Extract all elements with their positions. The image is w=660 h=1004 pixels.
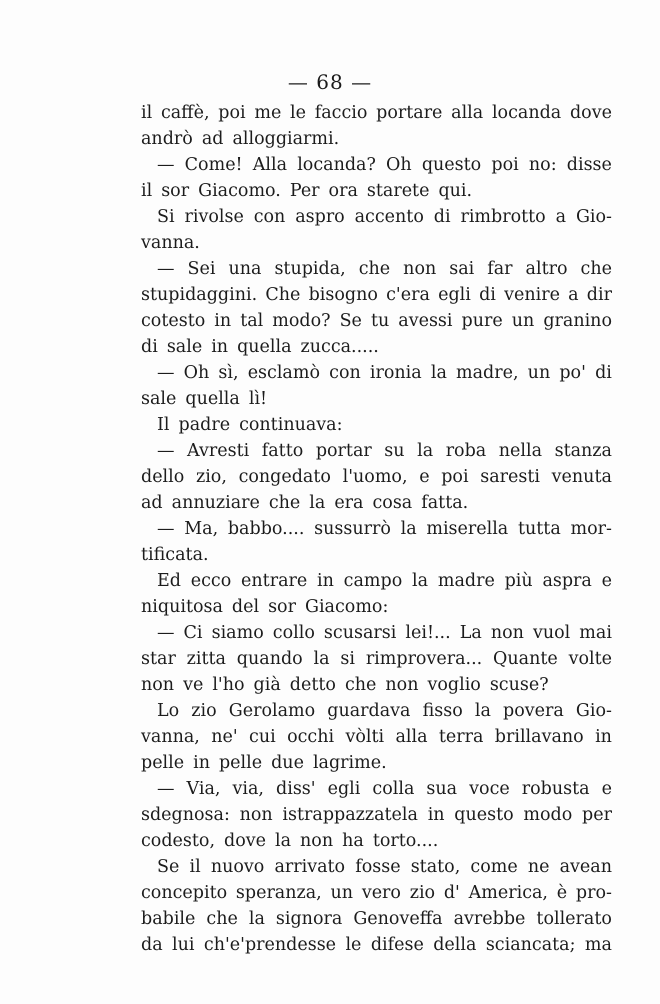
text-line: [141, 152, 612, 178]
word: padre: [178, 415, 231, 435]
word: ecco: [190, 571, 232, 591]
word: Giacomo:: [304, 597, 389, 617]
word: di: [433, 207, 451, 227]
word: lei!...: [405, 623, 451, 643]
word: era: [334, 493, 364, 513]
word: d': [443, 883, 460, 903]
word: difese: [370, 935, 424, 955]
word: modo?: [272, 311, 331, 331]
word: Gio-: [575, 701, 612, 721]
text-line: [141, 854, 612, 880]
word: la: [309, 493, 326, 513]
text-line: [141, 308, 612, 334]
text-line: [141, 516, 612, 542]
text-line: [141, 698, 612, 724]
word: Che: [265, 285, 301, 305]
word: starete: [366, 181, 430, 201]
word: rivolse: [184, 207, 244, 227]
word: campo: [343, 571, 403, 591]
word: come: [470, 857, 518, 877]
word: pro-: [575, 883, 612, 903]
word: un: [511, 311, 535, 331]
text-line: [141, 230, 612, 256]
word: Via,: [186, 779, 221, 799]
word: madre,: [456, 363, 519, 383]
text-line: [141, 542, 612, 568]
word: ma: [584, 935, 612, 955]
word: e: [601, 571, 612, 591]
word: in: [595, 727, 612, 747]
word: congedato: [238, 467, 331, 487]
word: detto: [289, 675, 336, 695]
word: tollerato: [536, 909, 612, 929]
word: povera: [503, 701, 564, 721]
word: pelle: [141, 753, 185, 773]
word: il: [189, 857, 201, 877]
word: voce: [469, 779, 510, 799]
text-line: [141, 776, 612, 802]
word: del: [231, 597, 260, 617]
word: per: [582, 805, 612, 825]
word: Si: [157, 207, 175, 227]
word: di: [595, 363, 612, 383]
word: si: [340, 649, 355, 669]
text-line: [141, 412, 612, 438]
word: il: [141, 181, 153, 201]
word: venuta: [551, 467, 612, 487]
word: vòlti: [345, 727, 385, 747]
word: Ed: [157, 571, 181, 591]
word: le: [345, 935, 362, 955]
word: —: [157, 519, 175, 539]
word: nella: [498, 441, 543, 461]
word: l'ho: [212, 675, 245, 695]
word: aspra: [542, 571, 592, 591]
word: sua: [426, 779, 458, 799]
text-line: [141, 620, 612, 646]
word: dove: [224, 831, 266, 851]
text-line: [141, 906, 612, 932]
text-line: [141, 334, 612, 360]
word: accento: [354, 207, 424, 227]
word: po': [559, 363, 586, 383]
word: l'uomo,: [342, 467, 408, 487]
text-line: [141, 438, 612, 464]
word: entrare: [241, 571, 308, 591]
word: non: [385, 675, 419, 695]
word: ora: [328, 181, 358, 201]
word: scusarsi: [323, 623, 397, 643]
text-line: [141, 672, 612, 698]
word: in: [427, 805, 445, 825]
word: questo: [421, 155, 482, 175]
word: zio: [191, 701, 217, 721]
word: ad: [141, 493, 163, 513]
word: e: [419, 467, 430, 487]
word: ve: [183, 675, 204, 695]
word: Sei: [187, 259, 216, 279]
word: quando: [236, 649, 303, 669]
text-line: [141, 750, 612, 776]
word: Lo: [157, 701, 180, 721]
word: saresti: [480, 467, 540, 487]
word: Se: [157, 857, 180, 877]
word: Il: [157, 415, 170, 435]
word: robusta: [521, 779, 590, 799]
word: fosse: [355, 857, 401, 877]
word: la: [313, 649, 330, 669]
word: tificata.: [141, 545, 209, 565]
word: Giacomo.: [198, 181, 281, 201]
word: —: [157, 441, 175, 461]
word: avean: [559, 857, 612, 877]
word: annuziare: [171, 493, 260, 513]
word: avessi: [398, 311, 453, 331]
word: portar: [315, 441, 372, 461]
word: fatto: [261, 441, 304, 461]
word: quella: [237, 337, 292, 357]
word: su: [384, 441, 405, 461]
word: ne': [211, 727, 238, 747]
word: aspro: [295, 207, 345, 227]
word: tu: [370, 311, 390, 331]
word: codesto,: [141, 831, 216, 851]
word: zio: [409, 883, 436, 903]
word: zucca.....: [300, 337, 379, 357]
text-line: [141, 360, 612, 386]
word: vuol: [532, 623, 571, 643]
text-line: [141, 100, 612, 126]
word: Se: [339, 311, 362, 331]
word: lì!: [248, 389, 268, 409]
word: in: [211, 337, 229, 357]
text-line: [141, 880, 612, 906]
text-line: [141, 490, 612, 516]
word: locanda: [491, 103, 562, 123]
word: Come!: [184, 155, 243, 175]
word: far: [487, 259, 513, 279]
word: un: [330, 883, 354, 903]
word: che: [358, 259, 391, 279]
word: la: [275, 831, 292, 851]
word: quella: [185, 389, 240, 409]
word: che: [268, 493, 301, 513]
word: locanda?: [297, 155, 376, 175]
word: a: [568, 285, 579, 305]
word: la: [474, 701, 491, 721]
word: alloggiarmi.: [232, 129, 340, 149]
word: non: [490, 623, 524, 643]
word: guardava: [327, 701, 411, 721]
text-line: [141, 256, 612, 282]
word: ne: [527, 857, 550, 877]
word: —: [157, 259, 175, 279]
word: terra: [438, 727, 484, 747]
word: lagrime.: [312, 753, 387, 773]
word: stupidaggini.: [141, 285, 258, 305]
word: modo: [523, 805, 573, 825]
word: —: [157, 623, 175, 643]
word: babile: [141, 909, 196, 929]
word: in: [193, 753, 210, 773]
word: madre: [437, 571, 495, 591]
word: poi: [491, 155, 519, 175]
word: da: [141, 935, 163, 955]
word: con: [329, 363, 361, 383]
word: vero: [361, 883, 401, 903]
word: continuava:: [239, 415, 343, 435]
word: rimbrotto: [460, 207, 546, 227]
word: via,: [232, 779, 264, 799]
word: sdegnosa:: [141, 805, 230, 825]
word: una: [228, 259, 262, 279]
word: colla: [372, 779, 415, 799]
word: pure: [461, 311, 503, 331]
word: dir: [586, 285, 612, 305]
word: volte: [568, 649, 612, 669]
word: Gerolamo: [228, 701, 316, 721]
word: concepito: [141, 883, 228, 903]
text-line: [141, 594, 612, 620]
word: —: [157, 155, 175, 175]
word: —: [157, 363, 175, 383]
word: che: [206, 909, 238, 929]
text-line: [141, 802, 612, 828]
word: Genoveffa: [353, 909, 443, 929]
body-text: [141, 100, 612, 958]
word: cotesto: [141, 311, 206, 331]
page-number: — 68 —: [287, 70, 373, 94]
word: faccio: [314, 103, 368, 123]
word: stanza: [554, 441, 612, 461]
word: istrappazzatela: [282, 805, 418, 825]
word: sì,: [218, 363, 239, 383]
word: voglio: [427, 675, 481, 695]
word: mor-: [570, 519, 612, 539]
word: lui: [172, 935, 195, 955]
word: esclamò: [247, 363, 320, 383]
word: cui: [249, 727, 276, 747]
word: avrebbe: [453, 909, 526, 929]
word: stupida,: [274, 259, 346, 279]
text-line: [141, 204, 612, 230]
text-line: [141, 568, 612, 594]
word: egli: [438, 285, 471, 305]
word: disse: [566, 155, 612, 175]
word: questo: [454, 805, 514, 825]
word: rimprovera...: [365, 649, 483, 669]
word: due: [271, 753, 304, 773]
word: Alla: [252, 155, 288, 175]
word: sale: [166, 337, 203, 357]
word: caffè,: [160, 103, 210, 123]
word: in: [317, 571, 334, 591]
word: scuse?: [489, 675, 549, 695]
word: America,: [468, 883, 548, 903]
word: non: [141, 675, 175, 695]
word: tutta: [517, 519, 561, 539]
word: Ma,: [184, 519, 219, 539]
text-line: [141, 828, 612, 854]
word: arrivato: [274, 857, 346, 877]
word: bisogno: [308, 285, 378, 305]
word: sussurrò: [314, 519, 391, 539]
word: Avresti: [187, 441, 250, 461]
word: occhi: [287, 727, 335, 747]
word: zitta: [186, 649, 226, 669]
text-line: [141, 178, 612, 204]
word: la: [248, 909, 265, 929]
word: ha: [342, 831, 364, 851]
word: roba: [445, 441, 487, 461]
word: poi: [441, 467, 469, 487]
word: Oh: [183, 363, 210, 383]
word: Quante: [493, 649, 558, 669]
word: portare: [376, 103, 443, 123]
word: in: [214, 311, 232, 331]
word: la: [412, 571, 429, 591]
word: non: [300, 831, 334, 851]
word: poi: [218, 103, 246, 123]
word: speranza,: [235, 883, 322, 903]
text-line: [141, 386, 612, 412]
word: già: [253, 675, 281, 695]
word: no:: [528, 155, 557, 175]
word: a: [555, 207, 567, 227]
word: tal: [240, 311, 264, 331]
word: la: [417, 441, 434, 461]
word: sciancata;: [485, 935, 576, 955]
word: ironia: [369, 363, 422, 383]
word: nuovo: [210, 857, 265, 877]
word: è: [556, 883, 568, 903]
word: mai: [579, 623, 612, 643]
word: non: [403, 259, 437, 279]
word: Gio-: [575, 207, 612, 227]
word: più: [504, 571, 533, 591]
text-line: [141, 724, 612, 750]
word: sor: [268, 597, 296, 617]
word: torto....: [372, 831, 439, 851]
word: alla: [395, 727, 428, 747]
word: vanna.: [141, 233, 200, 253]
word: babbo....: [227, 519, 305, 539]
text-line: [141, 464, 612, 490]
word: un: [527, 363, 551, 383]
word: che: [580, 259, 612, 279]
word: qui.: [438, 181, 473, 201]
word: egli: [327, 779, 361, 799]
word: pelle: [218, 753, 263, 773]
text-line: [141, 282, 612, 308]
word: collo: [272, 623, 315, 643]
word: niquitosa: [141, 597, 223, 617]
word: venire: [504, 285, 560, 305]
word: —: [157, 779, 175, 799]
word: sale: [141, 389, 177, 409]
word: siamo: [211, 623, 264, 643]
word: sor: [161, 181, 190, 201]
word: zio,: [195, 467, 227, 487]
word: La: [459, 623, 482, 643]
word: brillavano: [494, 727, 584, 747]
word: di: [141, 337, 158, 357]
word: Ci: [183, 623, 203, 643]
word: il: [141, 103, 153, 123]
word: signora: [275, 909, 343, 929]
word: dello: [141, 467, 185, 487]
word: fatta.: [421, 493, 469, 513]
word: la: [430, 363, 447, 383]
word: sai: [449, 259, 475, 279]
word: altro: [525, 259, 568, 279]
word: e: [601, 779, 612, 799]
word: star: [141, 649, 176, 669]
word: andrò: [141, 129, 193, 149]
word: diss': [276, 779, 316, 799]
text-line: [141, 646, 612, 672]
word: di: [479, 285, 496, 305]
word: c'era: [386, 285, 430, 305]
word: granino: [543, 311, 612, 331]
word: Oh: [386, 155, 412, 175]
word: vanna,: [141, 727, 200, 747]
word: cosa: [372, 493, 413, 513]
word: Per: [289, 181, 320, 201]
text-line: [141, 126, 612, 152]
word: miserella: [426, 519, 509, 539]
word: le: [290, 103, 306, 123]
word: non: [239, 805, 273, 825]
word: me: [254, 103, 282, 123]
word: ad: [201, 129, 224, 149]
word: che: [344, 675, 377, 695]
word: stato,: [410, 857, 461, 877]
word: la: [400, 519, 417, 539]
word: alla: [451, 103, 484, 123]
word: della: [433, 935, 477, 955]
word: dove: [569, 103, 612, 123]
word: fisso: [422, 701, 463, 721]
word: con: [253, 207, 286, 227]
word: ch'e'prendesse: [203, 935, 337, 955]
text-line: [141, 932, 612, 958]
